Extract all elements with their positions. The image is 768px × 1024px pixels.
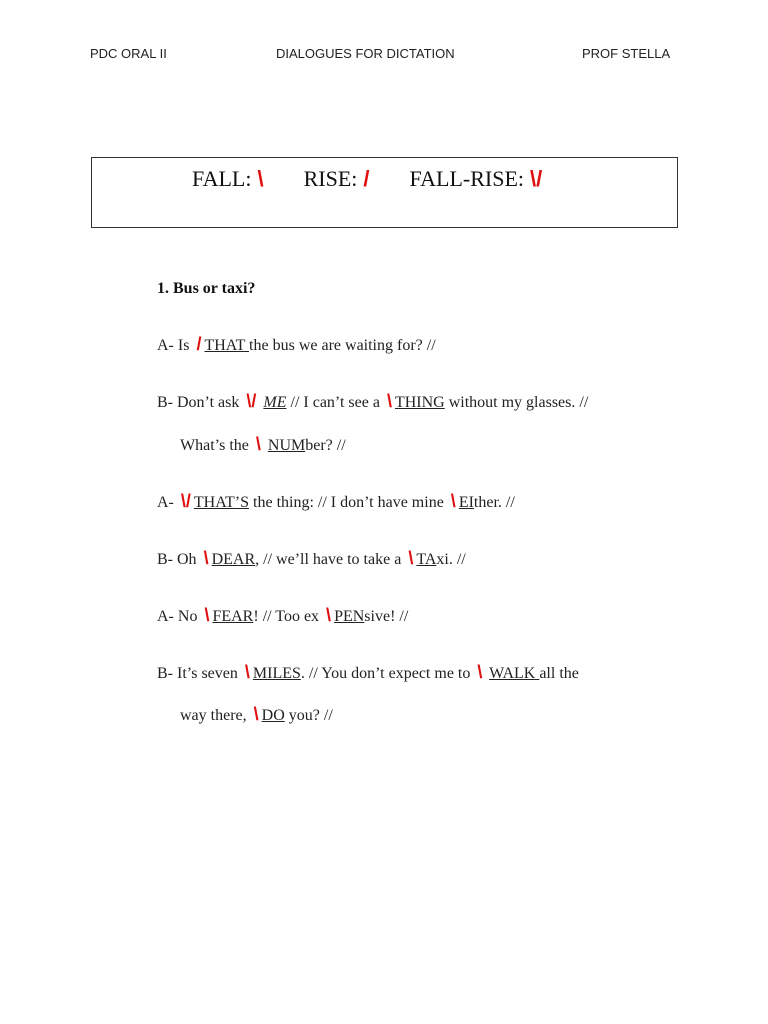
- dialogue-line: [157, 334, 436, 355]
- legend-item: [304, 166, 370, 192]
- fall-tone-icon: \: [450, 491, 456, 511]
- dialogue-line: [157, 605, 408, 626]
- dialogue-text: , // we’ll have to take a: [255, 551, 406, 568]
- stressed-syllable: DO: [261, 707, 285, 724]
- legend-label: RISE:: [303, 166, 358, 191]
- dialogue-line: [180, 704, 333, 725]
- fall-rise-tone-icon: \/: [246, 391, 257, 411]
- rise-tone-icon: /: [196, 334, 202, 354]
- dialogue-text: A- Is: [157, 337, 194, 354]
- dialogue-line: [157, 491, 515, 512]
- dialogue-text: without my glasses. //: [444, 394, 589, 411]
- dialogue-text: sive! //: [364, 608, 409, 625]
- stressed-syllable: EI: [458, 494, 474, 511]
- dialogue-text: ther. //: [473, 494, 515, 511]
- dialogue-text: the bus we are waiting for? //: [249, 337, 436, 354]
- legend-item: [410, 166, 543, 192]
- dialogue-text: A-: [157, 494, 178, 511]
- stressed-syllable: PEN: [334, 608, 365, 625]
- stressed-syllable: DEAR: [211, 551, 256, 568]
- fall-tone-icon: \: [244, 662, 250, 682]
- stressed-syllable: THAT: [204, 337, 250, 354]
- dialogue-line: [180, 434, 346, 455]
- legend-label: FALL-RISE:: [409, 166, 525, 191]
- dialogue-text: B- It’s seven: [157, 665, 242, 682]
- stressed-syllable: THING: [394, 394, 445, 411]
- dialogue-text: B- Don’t ask: [157, 394, 244, 411]
- dialogue-text: ber? //: [305, 437, 346, 454]
- legend-item: [192, 166, 264, 192]
- stressed-syllable: MILES: [252, 665, 301, 682]
- fall-tone-icon: \: [326, 605, 332, 625]
- stressed-syllable: ME: [263, 394, 287, 411]
- header-teacher: PROF STELLA: [582, 46, 671, 61]
- fall-rise-tone-icon: \/: [180, 491, 191, 511]
- dialogue-text: way there,: [180, 707, 251, 724]
- legend-label: FALL:: [192, 166, 252, 191]
- dialogue-text: all the: [539, 665, 579, 682]
- fall-tone-icon: \: [203, 548, 209, 568]
- stressed-syllable: FEAR: [212, 608, 254, 625]
- dialogue-text: ! // Too ex: [253, 608, 324, 625]
- section-title: 1. Bus or taxi?: [157, 280, 256, 297]
- intonation-legend: [91, 157, 678, 228]
- dialogue-text: you? //: [284, 707, 333, 724]
- legend-row: [192, 166, 542, 192]
- dialogue-line: [157, 391, 588, 412]
- header-course: PDC ORAL II: [90, 46, 167, 61]
- fall-tone-icon: \: [204, 605, 210, 625]
- rise-tone-icon: /: [363, 166, 370, 191]
- fall-tone-icon: \: [477, 662, 483, 682]
- fall-tone-icon: \: [408, 548, 414, 568]
- stressed-syllable: TA: [416, 551, 437, 568]
- dialogue-text: xi. //: [436, 551, 466, 568]
- stressed-syllable: THAT’S: [193, 494, 250, 511]
- fall-tone-icon: \: [257, 166, 264, 191]
- fall-rise-tone-icon: \/: [530, 166, 543, 191]
- dialogue-text: the thing: // I don’t have mine: [249, 494, 448, 511]
- dialogue-line: [157, 548, 466, 569]
- fall-tone-icon: \: [386, 391, 392, 411]
- stressed-syllable: WALK: [489, 665, 540, 682]
- stressed-syllable: NUM: [267, 437, 306, 454]
- dialogue-text: // I can’t see a: [286, 394, 384, 411]
- dialogue-text: What’s the: [180, 437, 253, 454]
- dialogue-text: A- No: [157, 608, 202, 625]
- dialogue-text: B- Oh: [157, 551, 201, 568]
- dialogue-line: [157, 662, 579, 683]
- dialogue-text: . // You don’t expect me to: [300, 665, 475, 682]
- header-title: DIALOGUES FOR DICTATION: [276, 46, 455, 61]
- fall-tone-icon: \: [255, 434, 261, 454]
- fall-tone-icon: \: [253, 704, 259, 724]
